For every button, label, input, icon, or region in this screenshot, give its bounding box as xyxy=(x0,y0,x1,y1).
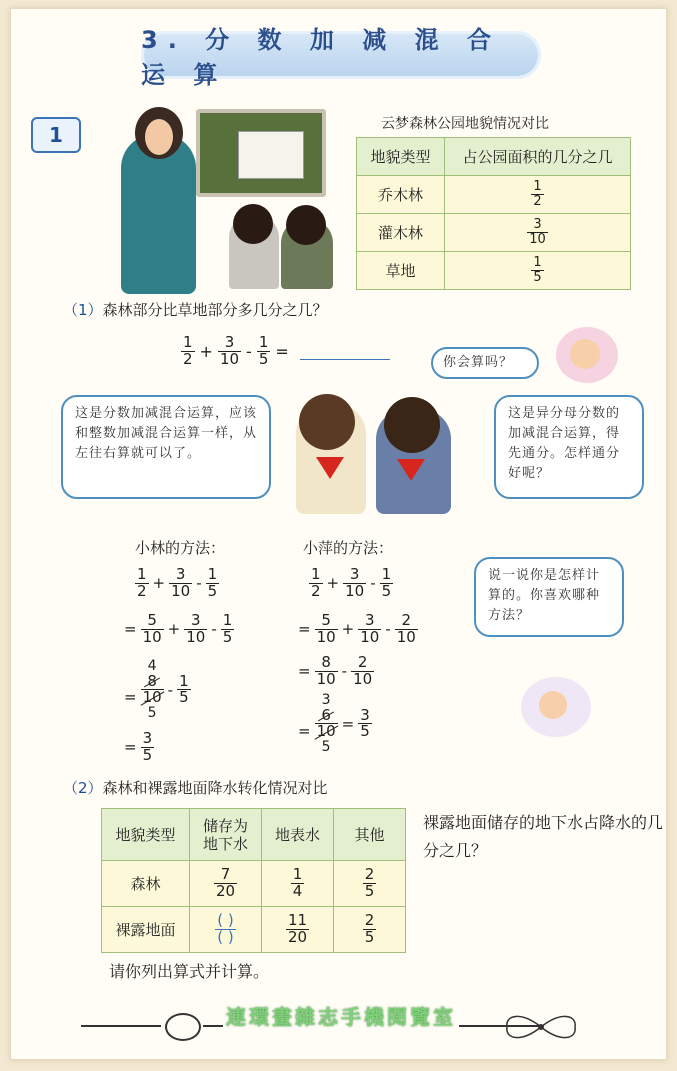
fraction: $\frac{3}{10}$ xyxy=(529,217,546,247)
fraction: $\frac{1}{4}$ xyxy=(292,865,303,900)
fraction: $\frac{5}{10}$ xyxy=(142,611,162,646)
table-header: 地貌类型 xyxy=(102,809,190,861)
fraction: $\frac{3}{10}$ xyxy=(345,565,365,600)
question-1: （1）森林部分比草地部分多几分之几？ xyxy=(63,301,328,319)
fraction: $\frac{3}{10}$ xyxy=(186,611,206,646)
table-header: 地貌类型 xyxy=(357,138,445,176)
reduced-fraction: 4 $\frac{8}{10}$ 5 xyxy=(142,658,162,722)
table-cell: 裸露地面 xyxy=(102,907,190,953)
fraction: $\frac{1}{2}$ xyxy=(533,179,542,209)
fraction: $\frac{3}{5}$ xyxy=(142,729,153,764)
table-cell: 灌木林 xyxy=(357,214,445,252)
precipitation-table xyxy=(101,808,406,953)
fraction: $\frac{8}{10}$ xyxy=(316,653,336,688)
table-header: 其他 xyxy=(334,809,406,861)
table-header: 占公园面积的几分之几 xyxy=(445,138,631,176)
fraction: $\frac{1}{5}$ xyxy=(179,671,189,707)
bow-icon xyxy=(501,1011,581,1043)
terrain-area-table xyxy=(356,137,631,290)
fraction: $\frac{11}{20}$ xyxy=(287,911,308,946)
fraction: $\frac{1}{5}$ xyxy=(381,565,392,600)
watermark-text: 連環畫雜志手機閱覽室 xyxy=(226,1005,456,1029)
calc-row: $\frac{1}{2}$ + $\frac{3}{10}$ - $\frac{1}{5}$ xyxy=(311,565,392,600)
table-cell xyxy=(262,907,334,953)
table-cell: 草地 xyxy=(357,252,445,290)
calc-row: = 3 $\frac{6}{10}$ 5 = $\frac{3}{5}$ xyxy=(298,692,370,756)
table-cell xyxy=(190,861,262,907)
rose-icon xyxy=(165,1013,201,1041)
calc-row: = $\frac{3}{5}$ xyxy=(124,729,153,764)
answer-blank[interactable] xyxy=(300,342,390,360)
method-lin-title: 小林的方法： xyxy=(135,539,226,557)
table-cell: 乔木林 xyxy=(357,176,445,214)
calc-row: = $\frac{5}{10}$ + $\frac{3}{10}$ - $\frac{1}{5}$ xyxy=(124,611,233,646)
question-2-prompt: 裸露地面储存的地下水占降水的几分之几？ xyxy=(423,813,664,860)
table-cell xyxy=(445,214,631,252)
table-cell xyxy=(334,907,406,953)
speech-bubble-can-you-calc: 你会算吗？ xyxy=(431,347,539,379)
table-cell: 森林 xyxy=(102,861,190,907)
table-cell xyxy=(445,252,631,290)
main-expression: $\frac{1}{2}$ + $\frac{3}{10}$ - $\frac{1}{5}$ = xyxy=(181,335,390,368)
table-cell xyxy=(262,861,334,907)
fraction: $\frac{1}{5}$ xyxy=(207,565,218,600)
fraction: $\frac{5}{10}$ xyxy=(316,611,336,646)
fraction: $\frac{1}{2}$ xyxy=(183,333,193,368)
fraction: $\frac{1}{2}$ xyxy=(137,565,147,600)
student-hair xyxy=(286,205,326,245)
table-row xyxy=(357,252,631,290)
student-hair xyxy=(384,397,440,453)
fraction: $\frac{2}{10}$ xyxy=(396,611,416,646)
fraction: $\frac{3}{5}$ xyxy=(360,705,370,741)
table-cell xyxy=(334,861,406,907)
fraction: $\frac{3}{10}$ xyxy=(360,611,380,646)
vine-ornament xyxy=(81,1025,161,1027)
fraction-blank[interactable]: $\frac{( )}{( )}$ xyxy=(217,911,234,946)
fraction: $\frac{2}{10}$ xyxy=(353,653,373,688)
textbook-page xyxy=(10,8,667,1060)
fraction: $\frac{6}{10}$ xyxy=(316,705,336,741)
classroom-board-illustration xyxy=(196,109,326,197)
fraction: $\frac{3}{10}$ xyxy=(219,333,240,368)
student-hair xyxy=(299,394,355,450)
vine-ornament xyxy=(203,1025,223,1027)
answer-blank-cell[interactable] xyxy=(190,907,262,953)
lesson-title: 3. 分 数 加 减 混 合 运 算 xyxy=(141,26,501,89)
speech-bubble-discuss: 说一说你是怎样计算的。你喜欢哪种方法？ xyxy=(474,557,624,637)
footer-watermark xyxy=(81,1005,621,1057)
fraction: $\frac{1}{5}$ xyxy=(258,333,269,368)
speech-bubble-right: 这是异分母分数的加减混合运算，得先通分。怎样通分好呢？ xyxy=(494,395,644,499)
fraction: $\frac{1}{5}$ xyxy=(222,611,233,646)
instruction-text: 请你列出算式并计算。 xyxy=(109,962,270,981)
fraction: $\frac{1}{5}$ xyxy=(533,255,542,285)
fraction: $\frac{1}{2}$ xyxy=(311,565,321,600)
fraction: $\frac{3}{10}$ xyxy=(171,565,191,600)
question-2: （2）森林和裸露地面降水转化情况对比 xyxy=(63,779,328,797)
method-ping-title: 小萍的方法： xyxy=(303,539,394,557)
fraction: $\frac{2}{5}$ xyxy=(364,911,375,946)
table-row xyxy=(102,861,406,907)
angel-illustration xyxy=(521,677,591,737)
lesson-title-band xyxy=(141,26,541,89)
calc-row: = $\frac{5}{10}$ + $\frac{3}{10}$ - $\frac{2}{10}$ xyxy=(298,611,416,646)
table-row xyxy=(102,907,406,953)
angel-illustration xyxy=(556,327,618,383)
table-row xyxy=(357,176,631,214)
table-header: 储存为 地下水 xyxy=(190,809,262,861)
table1-caption: 云梦森林公园地貌情况对比 xyxy=(381,116,549,132)
student-hair xyxy=(233,204,273,244)
table-header: 地表水 xyxy=(262,809,334,861)
calc-row: = $\frac{8}{10}$ - $\frac{2}{10}$ xyxy=(298,653,373,688)
fraction: $\frac{7}{20}$ xyxy=(215,865,236,900)
teacher-face xyxy=(145,119,173,155)
calc-row: = 4 $\frac{8}{10}$ 5 - $\frac{1}{5}$ xyxy=(124,658,189,722)
table-cell xyxy=(445,176,631,214)
table-row xyxy=(357,214,631,252)
example-badge: 1 xyxy=(31,117,81,153)
fraction: $\frac{8}{10}$ xyxy=(142,671,162,707)
calc-row: $\frac{1}{2}$ + $\frac{3}{10}$ - $\frac{1}{5}$ xyxy=(137,565,218,600)
speech-bubble-left: 这是分数加减混合运算，应该和整数加减混合运算一样，从左往右算就可以了。 xyxy=(61,395,271,499)
reduced-fraction: 3 $\frac{6}{10}$ 5 xyxy=(316,692,336,756)
fraction: $\frac{2}{5}$ xyxy=(364,865,375,900)
